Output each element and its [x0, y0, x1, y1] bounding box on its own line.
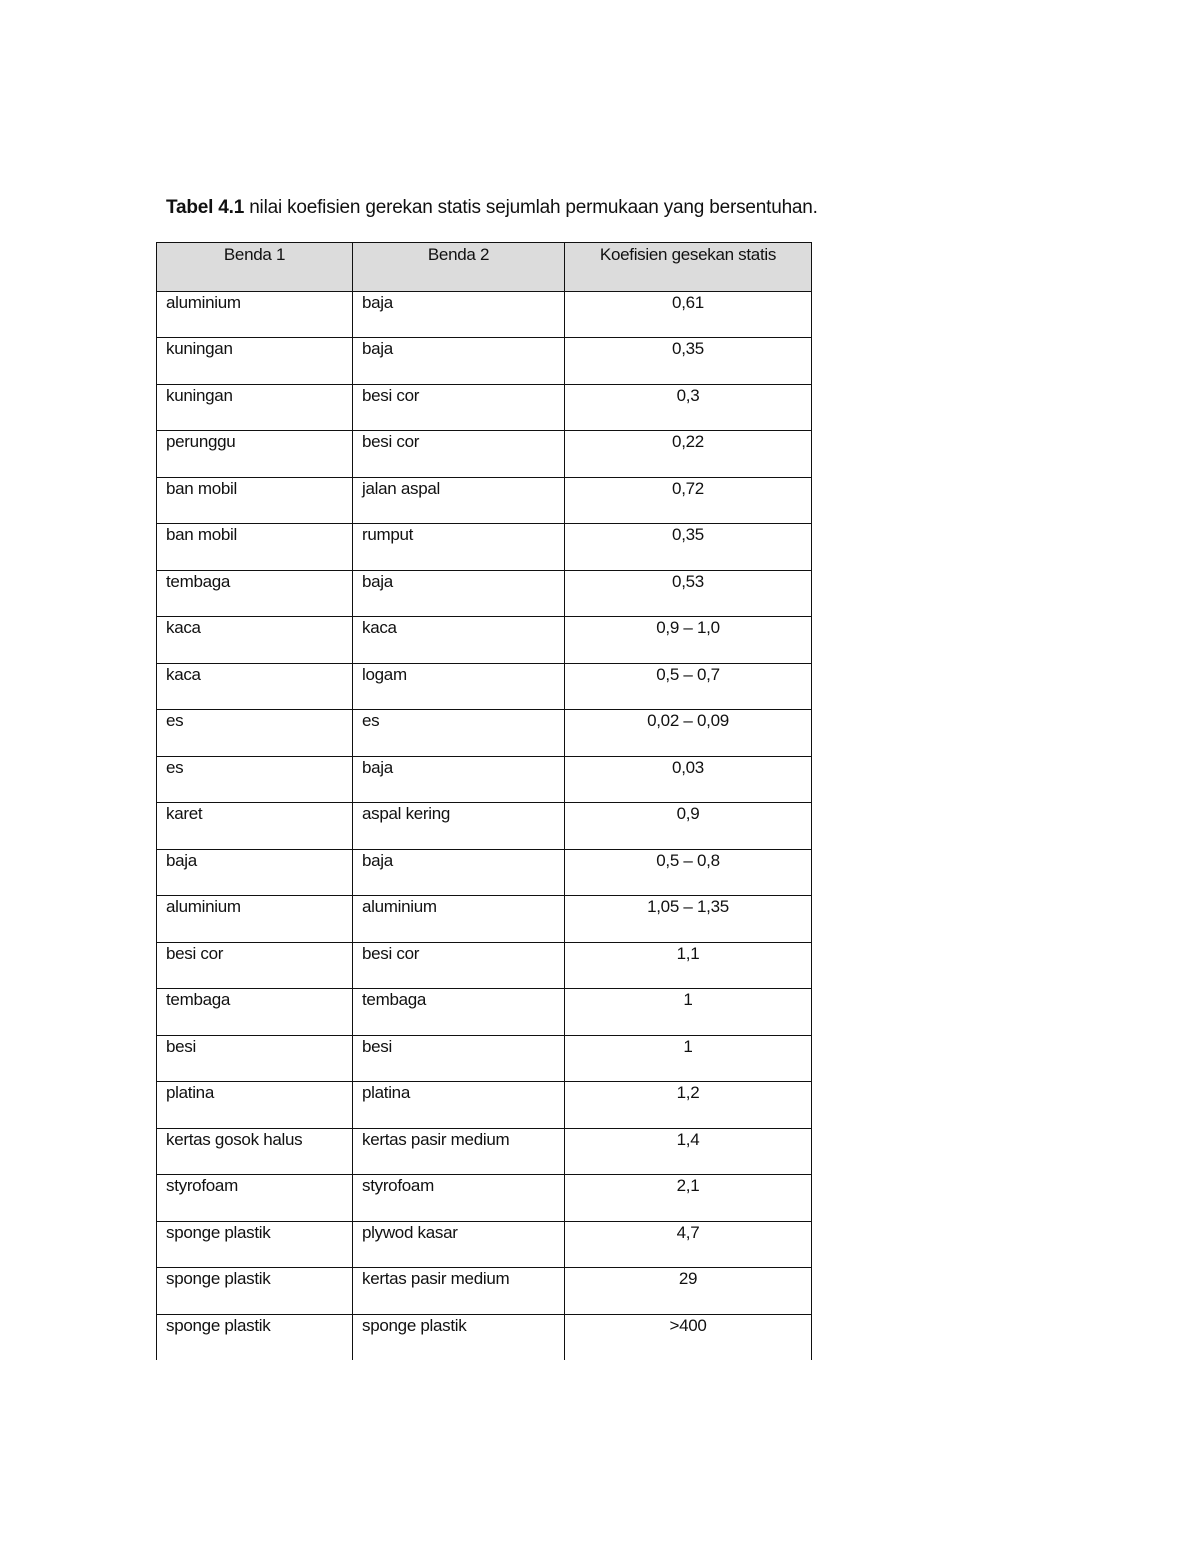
cell-benda-2 [353, 431, 565, 478]
cell-koefisien [565, 431, 812, 478]
cell-koefisien-text: 0,22 [672, 432, 704, 451]
table-row [157, 1082, 812, 1129]
cell-benda-1 [157, 803, 353, 850]
cell-benda-2-text: baja [362, 850, 393, 870]
table-row [157, 477, 812, 524]
cell-koefisien-text: 29 [678, 1269, 698, 1288]
cell-benda-1-text: kaca [166, 664, 201, 684]
table-row [157, 524, 812, 571]
header-benda-1: Benda 1 [157, 243, 353, 292]
cell-benda-2 [353, 1128, 565, 1175]
table-row [157, 617, 812, 664]
cell-benda-1-text: platina [166, 1083, 214, 1102]
cell-koefisien-text: 1,4 [676, 1129, 700, 1149]
cell-benda-2-text: styrofoam [362, 1176, 434, 1195]
table-row [157, 291, 812, 338]
cell-benda-1-text: baja [166, 850, 197, 870]
cell-benda-2 [353, 1221, 565, 1268]
cell-benda-1 [157, 1035, 353, 1082]
cell-benda-1-text: ban mobil [166, 525, 238, 544]
cell-benda-1-text: aluminium [166, 897, 241, 916]
cell-koefisien [565, 942, 812, 989]
table-row [157, 803, 812, 850]
cell-benda-2 [353, 896, 565, 943]
cell-koefisien-text: 1,1 [676, 943, 700, 963]
cell-benda-1-text: es [166, 757, 184, 777]
table-row [157, 1268, 812, 1315]
table-row [157, 849, 812, 896]
cell-benda-2 [353, 1268, 565, 1315]
cell-benda-2-text: tembaga [362, 990, 427, 1009]
cell-benda-2-text: jalan aspal [362, 478, 440, 498]
cell-benda-1-text: karet [166, 804, 203, 823]
cell-benda-2-text: besi [362, 1036, 392, 1056]
cell-benda-1 [157, 338, 353, 385]
cell-koefisien-text: 0,9 – 1,0 [656, 618, 720, 637]
table-row [157, 431, 812, 478]
cell-benda-1-text: es [166, 711, 184, 730]
cell-benda-2-text: besi cor [362, 385, 420, 405]
cell-benda-1 [157, 384, 353, 431]
cell-benda-2-text: kertas pasir medium [362, 1269, 510, 1288]
cell-koefisien-text: 0,35 [672, 525, 704, 544]
cell-koefisien [565, 570, 812, 617]
table-row [157, 942, 812, 989]
cell-benda-2 [353, 524, 565, 571]
cell-koefisien [565, 849, 812, 896]
cell-benda-1 [157, 710, 353, 757]
table-row [157, 570, 812, 617]
cell-benda-2 [353, 1175, 565, 1222]
cell-koefisien [565, 338, 812, 385]
cell-benda-1 [157, 1221, 353, 1268]
cell-koefisien [565, 617, 812, 664]
table-row [157, 338, 812, 385]
cell-benda-2 [353, 477, 565, 524]
cell-koefisien-text: 0,35 [672, 339, 704, 358]
cell-benda-1-text: tembaga [166, 990, 231, 1009]
cell-benda-1-text: kuningan [166, 385, 233, 405]
cell-benda-2-text: aluminium [362, 897, 437, 916]
cell-benda-1 [157, 1082, 353, 1129]
cell-benda-1 [157, 1128, 353, 1175]
cell-benda-1 [157, 849, 353, 896]
cell-benda-2 [353, 663, 565, 710]
cell-koefisien-text: 1,2 [676, 1083, 700, 1102]
cell-benda-2-text: plywod kasar [362, 1222, 458, 1242]
table-caption [166, 196, 818, 220]
cell-koefisien-text: 1 [683, 1036, 693, 1056]
cell-benda-1-text: sponge plastik [166, 1269, 271, 1288]
table-header-row [157, 243, 812, 292]
cell-benda-1 [157, 896, 353, 943]
cell-benda-2-text: sponge plastik [362, 1315, 467, 1335]
table-row [157, 384, 812, 431]
cell-benda-2-text: kertas pasir medium [362, 1129, 510, 1149]
header-koefisien: Koefisien gesekan statis [565, 243, 812, 292]
cell-benda-2-text: baja [362, 292, 393, 312]
cell-benda-1 [157, 291, 353, 338]
cell-koefisien-text: 0,03 [672, 757, 704, 777]
cell-koefisien [565, 710, 812, 757]
cell-koefisien [565, 989, 812, 1036]
cell-benda-2-text: rumput [362, 525, 414, 544]
cell-koefisien [565, 1128, 812, 1175]
cell-benda-1-text: tembaga [166, 571, 231, 591]
table-row [157, 710, 812, 757]
cell-benda-1 [157, 431, 353, 478]
cell-benda-2-text: baja [362, 571, 393, 591]
cell-koefisien [565, 1175, 812, 1222]
cell-koefisien-text: 0,72 [672, 478, 704, 498]
table-row [157, 663, 812, 710]
cell-koefisien [565, 1268, 812, 1315]
cell-koefisien [565, 803, 812, 850]
cell-benda-2-text: besi cor [362, 943, 420, 963]
header-benda-2: Benda 2 [353, 243, 565, 292]
cell-koefisien-text: 2,1 [676, 1176, 700, 1195]
cell-koefisien-text: 1,05 – 1,35 [647, 897, 729, 916]
table-row [157, 989, 812, 1036]
cell-koefisien [565, 384, 812, 431]
cell-benda-2 [353, 849, 565, 896]
cell-benda-1 [157, 477, 353, 524]
cell-koefisien [565, 1314, 812, 1360]
cell-koefisien [565, 477, 812, 524]
cell-koefisien-text: 0,02 – 0,09 [647, 711, 729, 730]
cell-benda-1-text: kaca [166, 618, 201, 637]
cell-benda-2-text: baja [362, 339, 393, 358]
cell-benda-2 [353, 384, 565, 431]
cell-koefisien [565, 1221, 812, 1268]
cell-koefisien [565, 291, 812, 338]
table-body [157, 291, 812, 1360]
cell-benda-2-text: besi cor [362, 432, 420, 451]
cell-benda-1-text: styrofoam [166, 1176, 238, 1195]
cell-benda-1 [157, 942, 353, 989]
cell-benda-1-text: kertas gosok halus [166, 1129, 303, 1149]
cell-benda-2 [353, 803, 565, 850]
cell-benda-2-text: logam [362, 664, 407, 684]
table-row [157, 1035, 812, 1082]
cell-benda-2 [353, 338, 565, 385]
table-caption-label: Tabel 4.1 [166, 197, 245, 218]
cell-benda-2 [353, 989, 565, 1036]
table-row [157, 1175, 812, 1222]
cell-benda-1 [157, 570, 353, 617]
table-row [157, 1221, 812, 1268]
cell-benda-2 [353, 1035, 565, 1082]
cell-benda-1-text: sponge plastik [166, 1315, 271, 1335]
table-row [157, 896, 812, 943]
cell-benda-1 [157, 663, 353, 710]
cell-koefisien [565, 896, 812, 943]
cell-benda-2-text: baja [362, 757, 393, 777]
cell-koefisien-text: 0,5 – 0,7 [656, 664, 720, 684]
cell-benda-1 [157, 617, 353, 664]
cell-koefisien [565, 1082, 812, 1129]
cell-benda-2 [353, 617, 565, 664]
cell-benda-2-text: es [362, 711, 380, 730]
cell-benda-2-text: platina [362, 1083, 410, 1102]
cell-benda-2 [353, 756, 565, 803]
cell-benda-1-text: sponge plastik [166, 1222, 271, 1242]
cell-koefisien-text: >400 [669, 1315, 707, 1335]
table-caption-text: nilai koefisien gerekan statis sejumlah permukaan yang bersentuhan. [244, 197, 818, 218]
cell-koefisien-text: 0,61 [672, 292, 704, 312]
cell-benda-2 [353, 570, 565, 617]
cell-benda-1 [157, 524, 353, 571]
cell-koefisien-text: 0,3 [676, 385, 700, 405]
table-row [157, 756, 812, 803]
table-row [157, 1128, 812, 1175]
cell-benda-1 [157, 1314, 353, 1360]
cell-benda-1-text: kuningan [166, 339, 233, 358]
cell-benda-2 [353, 942, 565, 989]
cell-koefisien-text: 1 [683, 990, 693, 1009]
cell-koefisien [565, 524, 812, 571]
cell-benda-2 [353, 1082, 565, 1129]
cell-koefisien-text: 0,5 – 0,8 [656, 850, 720, 870]
cell-benda-1 [157, 989, 353, 1036]
cell-koefisien [565, 756, 812, 803]
cell-benda-1-text: besi [166, 1036, 196, 1056]
cell-koefisien-text: 0,9 [676, 804, 700, 823]
cell-benda-1 [157, 1175, 353, 1222]
cell-benda-2-text: aspal kering [362, 804, 451, 823]
cell-koefisien [565, 663, 812, 710]
cell-benda-2-text: kaca [362, 618, 397, 637]
cell-benda-1-text: perunggu [166, 432, 236, 451]
table-row [157, 1314, 812, 1360]
friction-coefficient-table [156, 242, 812, 1360]
cell-benda-1-text: besi cor [166, 943, 224, 963]
cell-benda-1 [157, 756, 353, 803]
cell-benda-1-text: ban mobil [166, 478, 238, 498]
cell-koefisien [565, 1035, 812, 1082]
cell-benda-2 [353, 710, 565, 757]
cell-benda-2 [353, 291, 565, 338]
cell-benda-2 [353, 1314, 565, 1360]
cell-benda-1 [157, 1268, 353, 1315]
cell-koefisien-text: 0,53 [672, 571, 704, 591]
cell-koefisien-text: 4,7 [676, 1222, 700, 1242]
cell-benda-1-text: aluminium [166, 292, 241, 312]
